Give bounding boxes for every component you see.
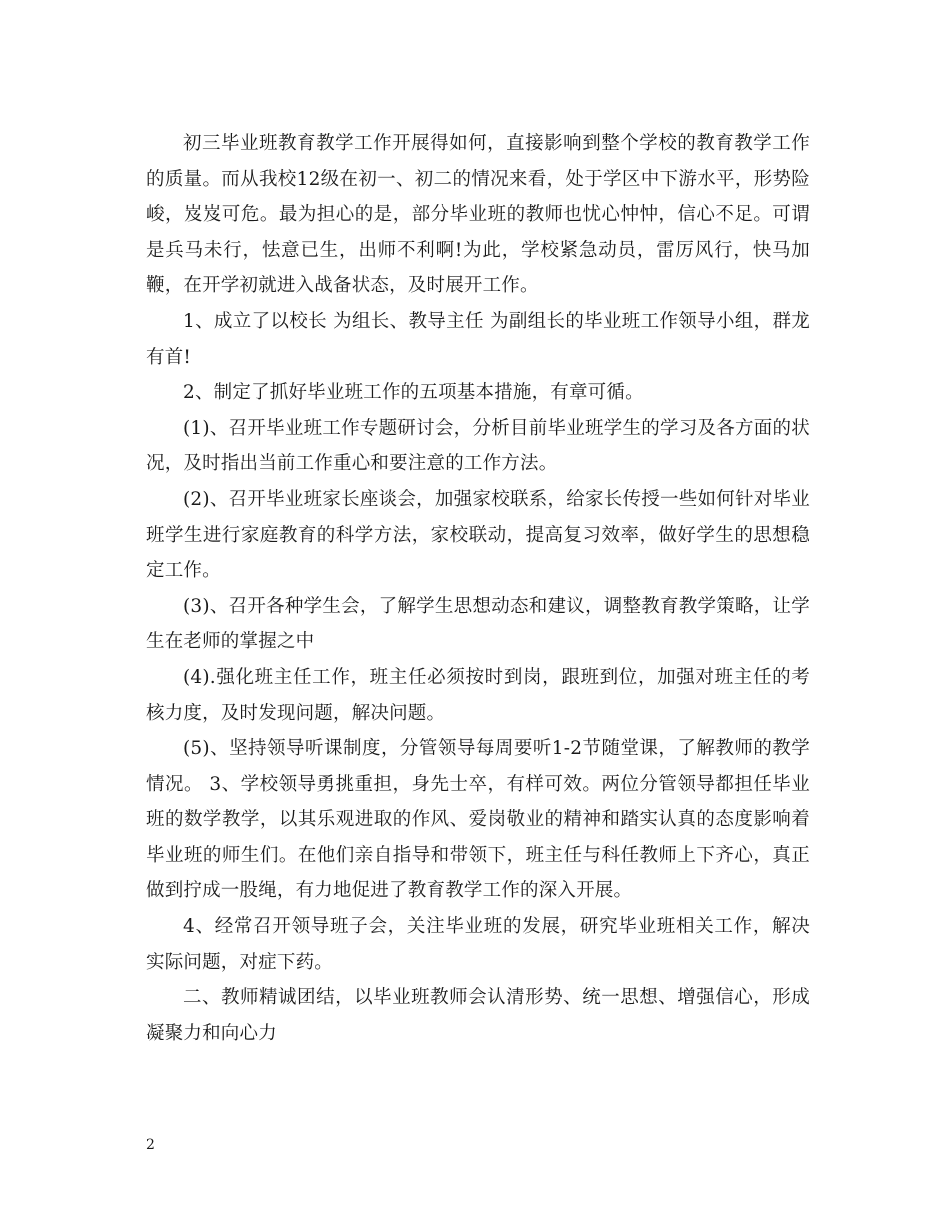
paragraph-measure-2: (2)、召开毕业班家长座谈会，加强家校联系，给家长传授一些如何针对毕业班学生进行家庭教育的科学方法，家校联动，提高复习效率，做好学生的思想稳定工作。 bbox=[146, 488, 810, 582]
paragraph-item-1: 1、成立了以校长 为组长、教导主任 为副组长的毕业班工作领导小组，群龙有首! bbox=[146, 310, 810, 368]
paragraph-item-4: 4、经常召开领导班子会，关注毕业班的发展，研究毕业班相关工作，解决实际问题，对症下药。 bbox=[146, 916, 810, 973]
page-number: 2 bbox=[146, 1137, 155, 1153]
document-body bbox=[146, 126, 810, 1051]
paragraph-item-2: 2、制定了抓好毕业班工作的五项基本措施，有章可循。 bbox=[183, 382, 644, 404]
paragraph-measure-1: (1)、召开毕业班工作专题研讨会，分析目前毕业班学生的学习及各方面的状况，及时指出当前工作重心和要注意的工作方法。 bbox=[146, 417, 810, 475]
paragraph-section-2: 二、教师精诚团结，以毕业班教师会认清形势、统一思想、增强信心，形成凝聚力和向心力 bbox=[146, 987, 810, 1044]
paragraph-measure-5: (5)、坚持领导听课制度，分管领导每周要听1-2节随堂课，了解教师的教学情况。 3、学校领导勇挑重担，身先士卒，有样可效。两位分管领导都担任毕业班的数学教学，以其乐观进取的作风、爱岗敬业的精神和踏实认真的态度影响着毕业班的师生们。在他们亲自指导和带领下，班主任与科任教师上下齐心，真正做到拧成一股绳，有力地促进了教育教学工作的深入开展。 bbox=[146, 738, 810, 902]
paragraph-measure-3: (3)、召开各种学生会，了解学生思想动态和建议，调整教育教学策略，让学生在老师的掌握之中 bbox=[146, 595, 810, 653]
paragraph-measure-4: (4).强化班主任工作，班主任必须按时到岗，跟班到位，加强对班主任的考核力度，及时发现问题，解决问题。 bbox=[146, 666, 810, 724]
paragraph-intro: 初三毕业班教育教学工作开展得如何，直接影响到整个学校的教育教学工作的质量。而从我校12级在初一、初二的情况来看，处于学区中下游水平，形势险峻，岌岌可危。最为担心的是，部分毕业班的教师也忧心忡忡，信心不足。可谓是兵马未行，怯意已生，出师不利啊!为此，学校紧急动员，雷厉风行，快马加鞭，在开学初就进入战备状态，及时展开工作。 bbox=[146, 133, 810, 297]
